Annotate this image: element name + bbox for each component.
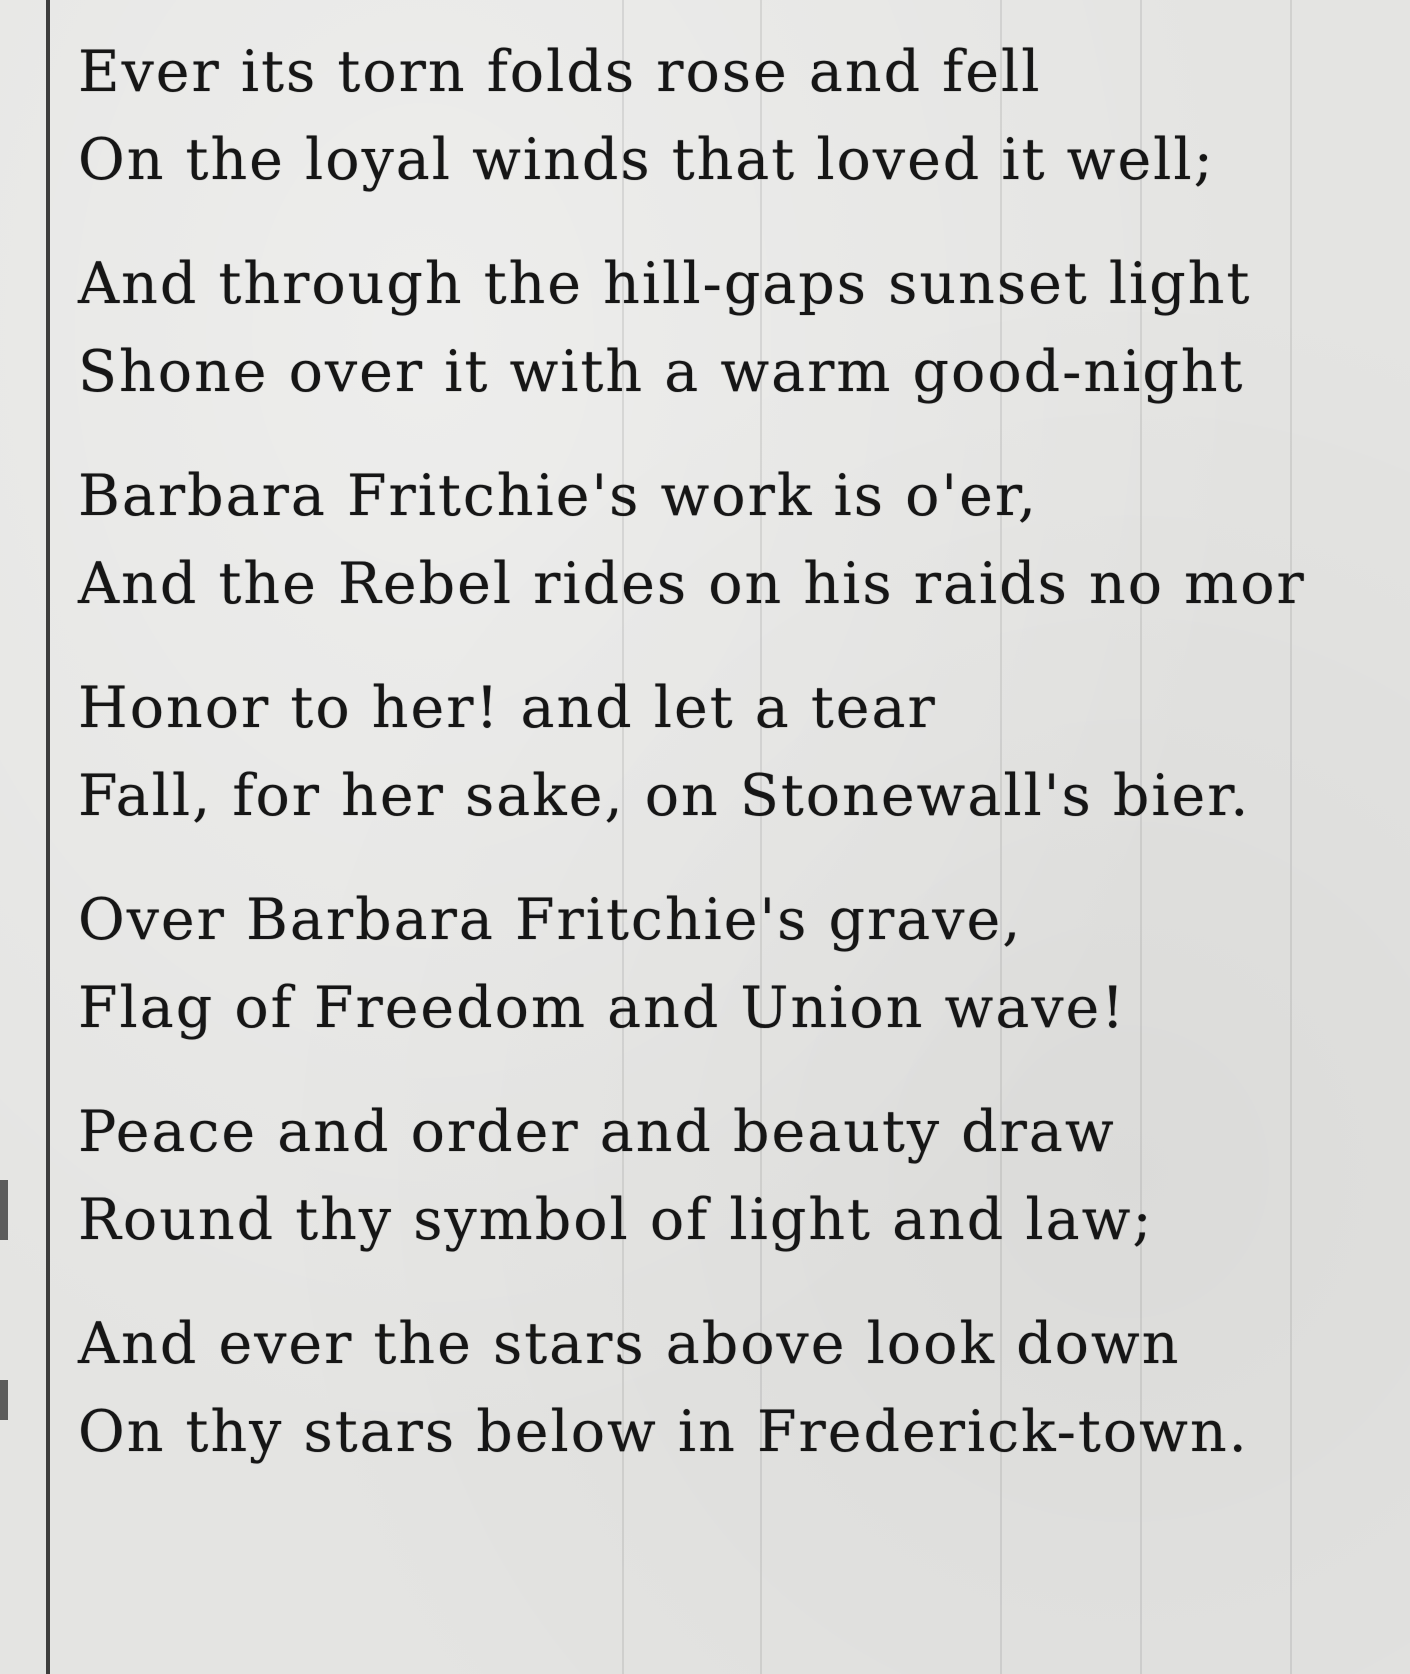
poem-line: And ever the stars above look down <box>78 1311 1181 1377</box>
poem-line: Over Barbara Fritchie's grave, <box>78 887 1023 953</box>
poem-line: On the loyal winds that loved it well; <box>78 127 1215 193</box>
stanza-5 <box>78 876 1398 1052</box>
poem-line: Honor to her! and let a tear <box>78 675 937 741</box>
poem-body <box>78 28 1398 1512</box>
poem-line: Flag of Freedom and Union wave! <box>78 975 1127 1041</box>
stanza-4 <box>78 664 1398 840</box>
stanza-6 <box>78 1088 1398 1264</box>
stanza-2 <box>78 240 1398 416</box>
poem-line: Fall, for her sake, on Stonewall's bier. <box>78 763 1251 829</box>
stanza-1 <box>78 28 1398 204</box>
column-rule <box>46 0 50 1674</box>
poem-line: On thy stars below in Frederick-town. <box>78 1399 1249 1465</box>
poem-line: Peace and order and beauty draw <box>78 1099 1116 1165</box>
edge-mark <box>0 1180 8 1240</box>
poem-line: Barbara Fritchie's work is o'er, <box>78 463 1038 529</box>
stanza-3 <box>78 452 1398 628</box>
poem-line: And through the hill-gaps sunset light <box>78 251 1252 317</box>
stanza-7 <box>78 1300 1398 1476</box>
poem-line: Round thy symbol of light and law; <box>78 1187 1154 1253</box>
poem-line: And the Rebel rides on his raids no mor <box>78 551 1306 617</box>
poem-line: Ever its torn folds rose and fell <box>78 39 1042 105</box>
poem-line: Shone over it with a warm good-night <box>78 339 1245 405</box>
edge-mark <box>0 1380 8 1420</box>
